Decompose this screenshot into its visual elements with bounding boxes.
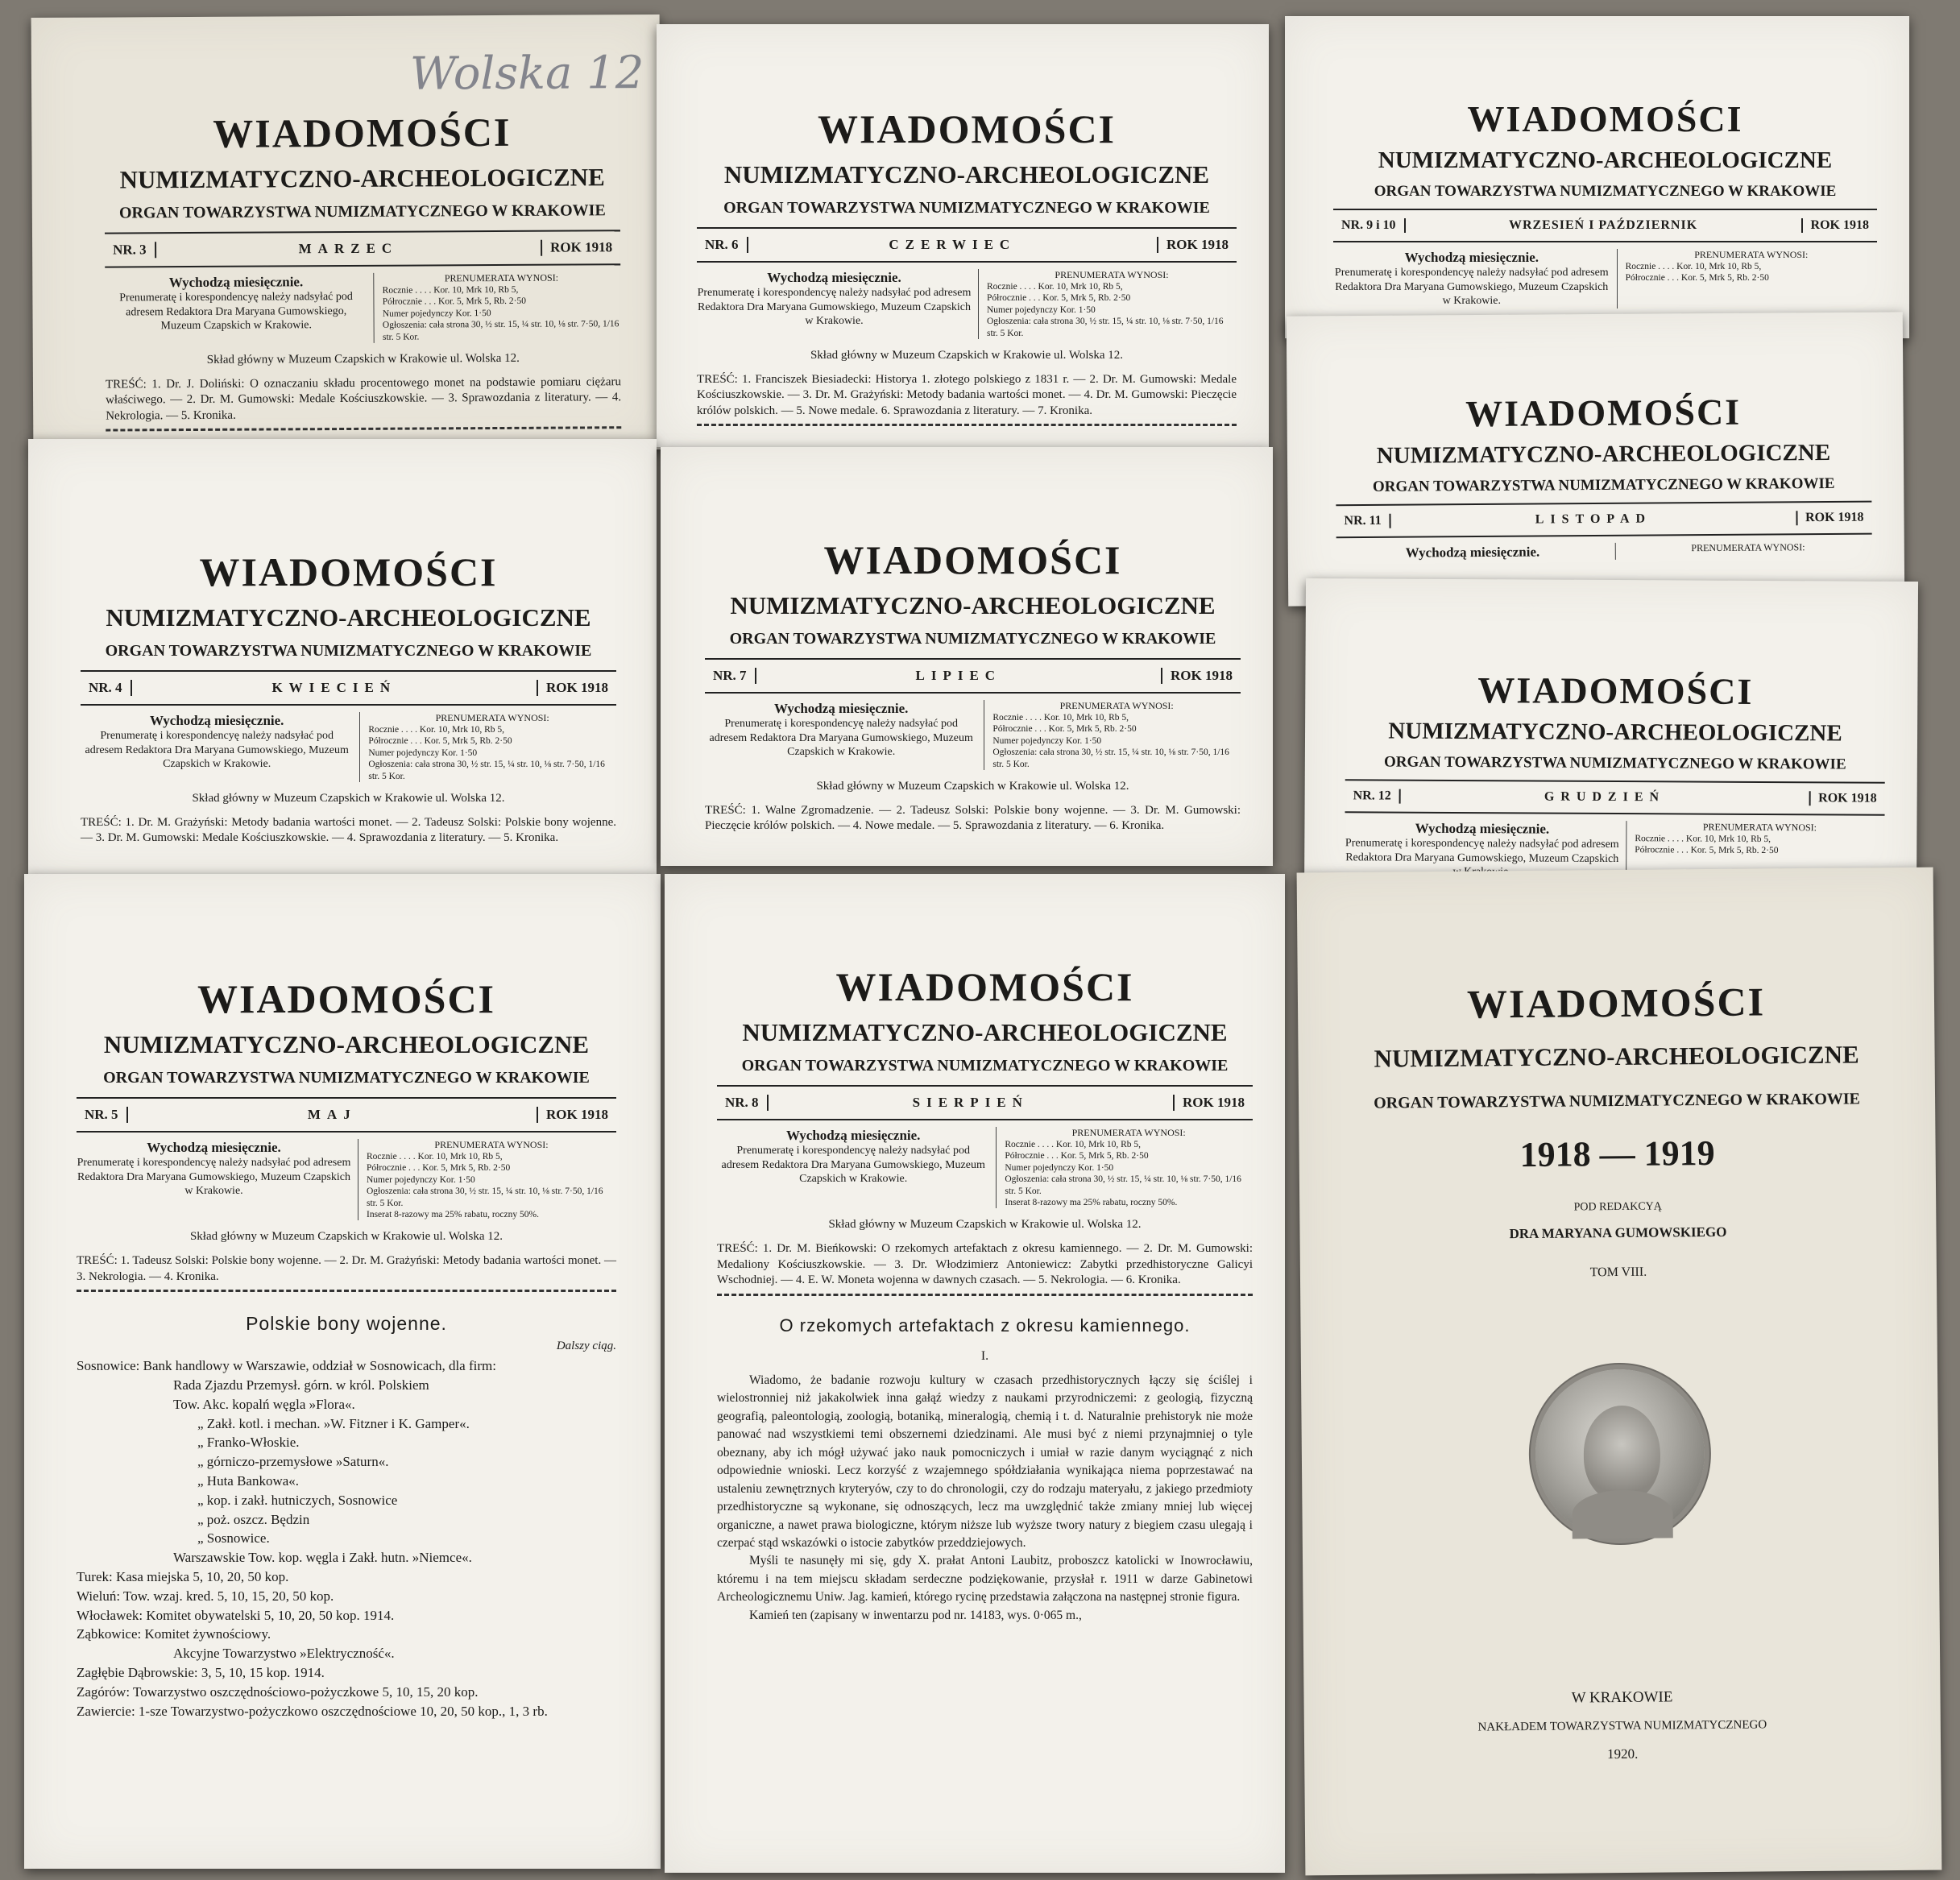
subscription-block bbox=[77, 1139, 616, 1220]
sklad-line: Skład główny w Muzeum Czapskich w Krakowie ul. Wolska 12. bbox=[816, 779, 1129, 793]
editor-name: DRA MARYANA GUMOWSKIEGO bbox=[1509, 1224, 1727, 1242]
issue-number: NR. 5 bbox=[77, 1107, 128, 1123]
issue-nr11-cover bbox=[1287, 312, 1904, 606]
subscription-address: Prenumeratę i korespondencyę należy nadsyłać pod adresem Redaktora Dra Maryana Gumowskiego, Muzeum Czapskich w Krakowie. bbox=[77, 1157, 351, 1198]
contents: TREŚĆ: 1. Walne Zgromadzenie. — 2. Tadeusz Solski: Polskie bony wojenne. — 3. Dr. M. Gumowski: Pieczęcie królów polskich. — 4. Nowe medale. — 5. Sprawozdania z literatury. — 6. Kronika. bbox=[705, 803, 1241, 833]
body-line: „ Huta Bankowa«. bbox=[197, 1473, 300, 1489]
subtitle: NUMIZMATYCZNO-ARCHEOLOGICZNE bbox=[1376, 439, 1831, 469]
issue-number: NR. 9 i 10 bbox=[1333, 218, 1406, 233]
issue-month: CZERWIEC bbox=[748, 237, 1158, 253]
subtitle: NUMIZMATYCZNO-ARCHEOLOGICZNE bbox=[119, 163, 605, 194]
issue-number: NR. 6 bbox=[697, 237, 748, 253]
body-line: „ kop. i zakł. hutniczych, Sosnowice bbox=[197, 1492, 398, 1508]
monthly-note: Wychodzą miesięcznie. bbox=[1415, 820, 1550, 837]
price-yearly: Rocznie . . . . Kor. 10, Mrk 10, Rb 5, bbox=[1005, 1140, 1142, 1149]
portrait-medal bbox=[1535, 1369, 1705, 1539]
price-caption: PRENUMERATA WYNOSI: bbox=[434, 1139, 549, 1150]
issue-year: ROK 1918 bbox=[546, 680, 608, 695]
issue-month: SIERPIEŃ bbox=[769, 1095, 1175, 1111]
sklad-line: Skład główny w Muzeum Czapskich w Krakowie ul. Wolska 12. bbox=[828, 1218, 1142, 1232]
issue-month: MAJ bbox=[128, 1107, 538, 1123]
volume-title-page bbox=[1297, 868, 1942, 1876]
body-line: Włocławek: Komitet obywatelski 5, 10, 20, 50 kop. 1914. bbox=[77, 1607, 395, 1623]
inserat-note: Inserat 8-razowy ma 25% rabatu, roczny 50%. bbox=[367, 1209, 539, 1220]
title: WIADOMOŚCI bbox=[1465, 391, 1742, 435]
organ-line: ORGAN TOWARZYSTWA NUMIZMATYCZNEGO W KRAKOWIE bbox=[105, 642, 592, 660]
issue-number: NR. 3 bbox=[105, 242, 156, 258]
subscription-address: Prenumeratę i korespondencyę należy nadsyłać pod adresem Redaktora Dra Maryana Gumowskiego, Muzeum Czapskich w Krakowie. bbox=[709, 718, 973, 759]
article-paragraph: Wiadomo, że badanie rozwoju kultury w czasach przedhistorycznych łączy się ściślej i wielostronniej niż jakakolwiek inna gałąź wiedzy z naukami przyrodniczemi: z geologią, fizyczną geografią, paleontologią, zoologią, botaniką, mineralogią, chemią i t. d. Naturalnie prehistoryk nie może panować nad wszystkiemi temi obszernemi dziedzinami. Ale musi być z niemi przynajmniej o tyle obeznany, aby ich mógł używać jako nauk pomocniczych i umiał w razie danym wyciągnąć z nich odpowiednie wnioski. Lecz korzyść z wzajemnego spółdziałania wynikająca niema poprzestawać na ustaleniu zewnętrznych kryteryów, czy to do chronologii, czy do rodzaju materyału, z jakiego przedmioty przedhistoryczne są wykonane, się odnoszących, lecz ma uwzględnić także zmiany mniej lub więcej organiczne, a nawet prawa biologiczne, którym niższe lub wyższe twory natury z biegiem czasu ulegają i czerpać stąd wskazówki o istocie zabytków przeddziejowych. bbox=[717, 1373, 1253, 1550]
issue-header bbox=[1336, 501, 1871, 539]
publication-year: 1920. bbox=[1606, 1745, 1639, 1762]
body-line: Zagłębie Dąbrowskie: 3, 5, 10, 15 kop. 1914. bbox=[77, 1665, 325, 1680]
issue-nr8-cover bbox=[665, 874, 1285, 1873]
article-continued: Dalszy ciąg. bbox=[556, 1340, 616, 1353]
price-half: Półrocznie . . . Kor. 5, Mrk 5, Rb. 2·50 bbox=[382, 296, 526, 308]
contents: TREŚĆ: 1. Dr. J. Doliński: O oznaczaniu składu procentowego monet na podstawie pomiaru ciężaru właściwego. — 2. Dr. M. Gumowski: Medale Kościuszkowskie. — 3. Sprawozdania z literatury. — 4. Nekrologia. — 5. Kronika. bbox=[105, 375, 622, 423]
subtitle: NUMIZMATYCZNO-ARCHEOLOGICZNE bbox=[103, 1030, 590, 1058]
organ-line: ORGAN TOWARZYSTWA NUMIZMATYCZNEGO W KRAKOWIE bbox=[1383, 753, 1846, 773]
issue-year: ROK 1918 bbox=[546, 1107, 608, 1122]
subscription-block bbox=[1333, 249, 1877, 309]
ads-price: Ogłoszenia: cała strona 30, ½ str. 15, ¼ str. 10, ⅛ str. 7·50, 1/16 str. 5 Kor. bbox=[1005, 1174, 1241, 1196]
price-half: Półrocznie . . . Kor. 5, Mrk 5, Rb. 2·50 bbox=[367, 1163, 511, 1174]
article-paragraph: Kamień ten (zapisany w inwentarzu pod nr. 14183, wys. 0·065 m., bbox=[749, 1608, 1082, 1622]
body-line: Warszawskie Tow. kop. węgla i Zakł. hutn. »Niemce«. bbox=[173, 1550, 472, 1566]
issue-header bbox=[1333, 209, 1877, 242]
price-yearly: Rocznie . . . . Kor. 10, Mrk 10, Rb 5, bbox=[367, 1152, 503, 1162]
price-half: Półrocznie . . . Kor. 5, Mrk 5, Rb. 2·50 bbox=[368, 736, 512, 747]
issue-year: ROK 1918 bbox=[1171, 668, 1233, 683]
title: WIADOMOŚCI bbox=[199, 549, 498, 594]
body-line: „ Zakł. kotl. i mechan. »W. Fitzner i K. Gamper«. bbox=[197, 1415, 470, 1431]
body-line: Turek: Kasa miejska 5, 10, 20, 50 kop. bbox=[77, 1569, 289, 1585]
sklad-line: Skład główny w Muzeum Czapskich w Krakowie ul. Wolska 12. bbox=[192, 791, 505, 805]
monthly-note: Wychodzą miesięcznie. bbox=[168, 274, 304, 291]
price-caption: PRENUMERATA WYNOSI: bbox=[435, 712, 549, 723]
contents: TREŚĆ: 1. Dr. M. Grażyński: Metody badania wartości monet. — 2. Tadeusz Solski: Polskie bony wojenne. — 3. Dr. M. Gumowski: Medale Kościuszkowskie. — 4. Sprawozdania z literatury. — 5. Kronika. bbox=[81, 815, 616, 845]
title: WIADOMOŚCI bbox=[823, 537, 1122, 582]
article-paragraph: Myśli te nasunęły mi się, gdy X. prałat Antoni Laubitz, proboszcz katolicki w Inowrocławiu, któremu i na tem miejscu składam serdeczne podziękowanie, przysłał r. 1911 w darze Gabinetowi Archeologicznemu Uniw. Jag. kamień, którego rycinę przedstawia załączona na następnej stronie figura. bbox=[717, 1554, 1253, 1605]
body-line: Zagórów: Towarzystwo oszczędnościowo-pożyczkowe 5, 10, 15, 20 kop. bbox=[77, 1683, 479, 1700]
issue-month: LISTOPAD bbox=[1391, 511, 1797, 528]
subtitle: NUMIZMATYCZNO-ARCHEOLOGICZNE bbox=[1374, 1040, 1859, 1073]
body-line: Akcyjne Towarzystwo »Elektryczność«. bbox=[173, 1646, 395, 1662]
portrait-face bbox=[1583, 1406, 1660, 1503]
contents: TREŚĆ: 1. Tadeusz Solski: Polskie bony wojenne. — 2. Dr. M. Grażyński: Metody badania wartości monet. — 3. Nekrologia. — 4. Kronika. bbox=[77, 1254, 616, 1283]
issue-header bbox=[1345, 779, 1885, 816]
ads-price: Ogłoszenia: cała strona 30, ½ str. 15, ¼ str. 10, ⅛ str. 7·50, 1/16 str. 5 Kor. bbox=[987, 317, 1224, 338]
issue-year: ROK 1918 bbox=[1818, 791, 1877, 805]
ads-price: Ogłoszenia: cała strona 30, ½ str. 15, ¼ str. 10, ⅛ str. 7·50, 1/16 str. 5 Kor. bbox=[367, 1186, 603, 1208]
price-single: Numer pojedynczy Kor. 1·50 bbox=[992, 735, 1102, 746]
price-half: Półrocznie . . . Kor. 5, Mrk 5, Rb. 2·50 bbox=[992, 724, 1137, 735]
issue-year: ROK 1918 bbox=[1166, 237, 1229, 252]
issue-number: NR. 12 bbox=[1345, 789, 1401, 803]
article-title: O rzekomych artefaktach z okresu kamiennego. bbox=[779, 1315, 1191, 1335]
divider bbox=[717, 1294, 1253, 1296]
issue-nr3-cover bbox=[31, 14, 662, 453]
subtitle: NUMIZMATYCZNO-ARCHEOLOGICZNE bbox=[742, 1018, 1228, 1046]
price-yearly: Rocznie . . . . Kor. 10, Mrk 10, Rb 5, bbox=[382, 284, 519, 296]
price-caption: PRENUMERATA WYNOSI: bbox=[1694, 249, 1809, 260]
price-caption: PRENUMERATA WYNOSI: bbox=[1071, 1127, 1186, 1138]
subscription-block bbox=[717, 1127, 1253, 1208]
title: WIADOMOŚCI bbox=[1466, 979, 1766, 1027]
issue-header bbox=[717, 1085, 1253, 1120]
monthly-note: Wychodzą miesięcznie. bbox=[1404, 250, 1539, 265]
subscription-block bbox=[81, 712, 616, 782]
price-single: Numer pojedynczy Kor. 1·50 bbox=[987, 304, 1096, 315]
subscription-address: Prenumeratę i korespondencyę należy nadsyłać pod adresem Redaktora Dra Maryana Gumowskiego, Muzeum Czapskich w Krakowie. bbox=[119, 291, 353, 333]
price-single: Numer pojedynczy Kor. 1·50 bbox=[1005, 1162, 1114, 1173]
publication-place: W KRAKOWIE bbox=[1571, 1688, 1673, 1707]
body-line: Ząbkowice: Komitet żywnościowy. bbox=[77, 1626, 271, 1642]
price-single: Numer pojedynczy Kor. 1·50 bbox=[367, 1174, 475, 1185]
body-line: Tow. Akc. kopalń węgla »Flora«. bbox=[173, 1396, 355, 1412]
title: WIADOMOŚCI bbox=[213, 109, 512, 156]
volume-years: 1918 — 1919 bbox=[1519, 1133, 1715, 1175]
section-number: I. bbox=[980, 1348, 989, 1363]
title: WIADOMOŚCI bbox=[197, 976, 496, 1021]
subscription-address: Prenumeratę i korespondencyę należy nadsyłać pod adresem Redaktora Dra Maryana Gumowskiego, Muzeum Czapskich w Krakowie. bbox=[1334, 267, 1609, 308]
monthly-note: Wychodzą miesięcznie. bbox=[149, 713, 284, 728]
issue-nr7-cover bbox=[661, 447, 1273, 866]
price-half: Półrocznie . . . Kor. 5, Mrk 5, Rb. 2·50 bbox=[1635, 845, 1779, 856]
issue-month: GRUDZIEŃ bbox=[1401, 789, 1811, 806]
issue-header bbox=[705, 658, 1241, 694]
ads-price: Ogłoszenia: cała strona 30, ½ str. 15, ¼ str. 10, ⅛ str. 7·50, 1/16 str. 5 Kor. bbox=[382, 319, 619, 342]
issue-header bbox=[105, 230, 620, 267]
price-yearly: Rocznie . . . . Kor. 10, Mrk 10, Rb 5, bbox=[987, 282, 1123, 292]
issue-number: NR. 7 bbox=[705, 668, 756, 684]
sklad-line: Skład główny w Muzeum Czapskich w Krakowie ul. Wolska 12. bbox=[810, 348, 1124, 362]
organ-line: ORGAN TOWARZYSTWA NUMIZMATYCZNEGO W KRAKOWIE bbox=[723, 199, 1210, 217]
issue-nr4-cover bbox=[28, 439, 657, 874]
subscription-address: Prenumeratę i korespondencyę należy nadsyłać pod adresem Redaktora Dra Maryana Gumowskiego, Muzeum Czapskich w Krakowie. bbox=[85, 730, 349, 771]
issue-header bbox=[81, 670, 616, 706]
issue-year: ROK 1918 bbox=[1805, 510, 1864, 525]
price-single: Numer pojedynczy Kor. 1·50 bbox=[382, 308, 491, 319]
issue-nr6-cover bbox=[657, 24, 1269, 447]
price-caption: PRENUMERATA WYNOSI: bbox=[1702, 821, 1817, 834]
subscription-address: Prenumeratę i korespondencyę należy nadsyłać pod adresem Redaktora Dra Maryana Gumowskiego, Muzeum Czapskich w Krakowie. bbox=[697, 287, 972, 328]
title: WIADOMOŚCI bbox=[835, 964, 1134, 1009]
article-body bbox=[77, 1356, 616, 1721]
price-single: Numer pojedynczy Kor. 1·50 bbox=[368, 747, 478, 758]
volume-number: TOM VIII. bbox=[1589, 1265, 1647, 1280]
price-half: Półrocznie . . . Kor. 5, Mrk 5, Rb. 2·50 bbox=[1005, 1151, 1149, 1162]
issue-year: ROK 1918 bbox=[1810, 218, 1869, 232]
inserat-note: Inserat 8-razowy ma 25% rabatu, roczny 50%. bbox=[1005, 1197, 1178, 1207]
price-caption: PRENUMERATA WYNOSI: bbox=[1059, 700, 1174, 711]
title: WIADOMOŚCI bbox=[817, 106, 1117, 151]
subscription-address: Prenumeratę i korespondencyę należy nadsyłać pod adresem Redaktora Dra Maryana Gumowskiego, Muzeum Czapskich w Krakowie. bbox=[721, 1145, 985, 1186]
issue-month: WRZESIEŃ I PAŹDZIERNIK bbox=[1406, 218, 1803, 233]
subtitle: NUMIZMATYCZNO-ARCHEOLOGICZNE bbox=[1388, 718, 1842, 747]
body-line: Rada Zjazdu Przemysł. górn. w król. Polskiem bbox=[173, 1377, 429, 1393]
subscription-address: Prenumeratę i korespondencyę należy nadsyłać pod adresem Redaktora Dra Maryana Gumowskiego, Muzeum Czapskich bbox=[1345, 837, 1619, 865]
price-yearly: Rocznie . . . . Kor. 10, Mrk 10, Rb 5, bbox=[992, 713, 1129, 723]
price-caption: PRENUMERATA WYNOSI: bbox=[444, 271, 559, 284]
editor-caption: POD REDAKCYĄ bbox=[1573, 1200, 1662, 1214]
body-line: „ górniczo-przemysłowe »Saturn«. bbox=[197, 1454, 389, 1470]
ads-price: Ogłoszenia: cała strona 30, ½ str. 15, ¼ str. 10, ⅛ str. 7·50, 1/16 str. 5 Kor. bbox=[368, 760, 605, 781]
body-line: „ Sosnowice. bbox=[197, 1530, 270, 1547]
monthly-note: Wychodzą miesięcznie. bbox=[1405, 544, 1540, 561]
body-line: Zawiercie: 1-sze Towarzystwo-pożyczkowo oszczędnościowe 10, 20, 50 kop., 1, 3 rb. bbox=[77, 1703, 548, 1719]
divider bbox=[106, 427, 621, 432]
title: WIADOMOŚCI bbox=[1477, 669, 1754, 712]
price-half: Półrocznie . . . Kor. 5, Mrk 5, Rb. 2·50 bbox=[1625, 273, 1769, 284]
subtitle: NUMIZMATYCZNO-ARCHEOLOGICZNE bbox=[1378, 147, 1833, 173]
price-half: Półrocznie . . . Kor. 5, Mrk 5, Rb. 2·50 bbox=[987, 293, 1131, 304]
issue-header bbox=[77, 1097, 616, 1133]
subtitle: NUMIZMATYCZNO-ARCHEOLOGICZNE bbox=[730, 591, 1216, 619]
sklad-line: Skład główny w Muzeum Czapskich w Krakowie ul. Wolska 12. bbox=[206, 351, 520, 366]
issue-nr910-cover bbox=[1285, 16, 1909, 338]
portrait-shoulders bbox=[1572, 1489, 1673, 1538]
handwritten-note: Wolska 12 bbox=[409, 47, 644, 101]
issue-nr12-cover bbox=[1304, 578, 1918, 904]
subscription-block bbox=[697, 269, 1237, 339]
monthly-note: Wychodzą miesięcznie. bbox=[767, 270, 901, 285]
subscription-block bbox=[1336, 541, 1872, 562]
organ-line: ORGAN TOWARZYSTWA NUMIZMATYCZNEGO W KRAKOWIE bbox=[1372, 474, 1835, 495]
price-yearly: Rocznie . . . . Kor. 10, Mrk 10, Rb 5, bbox=[1625, 262, 1762, 271]
price-caption: PRENUMERATA WYNOSI: bbox=[1691, 541, 1805, 554]
issue-year: ROK 1918 bbox=[550, 239, 613, 255]
issue-nr5-cover bbox=[24, 874, 661, 1869]
subscription-block bbox=[105, 271, 620, 344]
organ-line: ORGAN TOWARZYSTWA NUMIZMATYCZNEGO W KRAKOWIE bbox=[741, 1057, 1229, 1075]
issue-number: NR. 4 bbox=[81, 680, 132, 696]
organ-line: ORGAN TOWARZYSTWA NUMIZMATYCZNEGO W KRAKOWIE bbox=[118, 201, 606, 222]
publisher: NAKŁADEM TOWARZYSTWA NUMIZMATYCZNEGO bbox=[1477, 1718, 1767, 1734]
issue-month: MARZEC bbox=[156, 240, 543, 259]
price-yearly: Rocznie . . . . Kor. 10, Mrk 10, Rb 5, bbox=[368, 725, 505, 735]
issue-month: LIPIEC bbox=[756, 668, 1162, 684]
sklad-line: Skład główny w Muzeum Czapskich w Krakowie ul. Wolska 12. bbox=[189, 1230, 503, 1244]
organ-line: ORGAN TOWARZYSTWA NUMIZMATYCZNEGO W KRAKOWIE bbox=[1374, 1090, 1861, 1112]
issue-month: KWIECIEŃ bbox=[132, 680, 538, 696]
organ-line: ORGAN TOWARZYSTWA NUMIZMATYCZNEGO W KRAKOWIE bbox=[103, 1069, 590, 1087]
organ-line: ORGAN TOWARZYSTWA NUMIZMATYCZNEGO W KRAKOWIE bbox=[1374, 183, 1837, 200]
title: WIADOMOŚCI bbox=[1467, 98, 1743, 139]
contents: TREŚĆ: 1. Dr. M. Bieńkowski: O rzekomych artefaktach z okresu kamiennego. — 2. Dr. M. Gumowski: Medaliony Kościuszkowskie. — 3. Dr. Włodzimierz Antoniewicz: Zabytki przedhistoryczne Galicyi Wschodniej. — 4. E. W. Moneta wojenna w dawnych czasach. — 5. Nekrologia. — 6. Kronika. bbox=[717, 1242, 1253, 1287]
issue-number: NR. 11 bbox=[1336, 514, 1390, 528]
contents: TREŚĆ: 1. Franciszek Biesiadecki: Historya 1. złotego polskiego z 1831 r. — 2. Dr. M. Gumowski: Medale Kościuszkowskie. — 3. Dr. M. Grażyński: Metody badania wartości monet. — 4. Dr. M. Gumowski: Pieczęcie królów polskich. — 5. Nowe medale. 6. Sprawozdania z literatury. — 7. Kronika. bbox=[697, 372, 1237, 417]
issue-header bbox=[697, 227, 1237, 263]
body-line: Sosnowice: Bank handlowy w Warszawie, oddział w Sosnowicach, dla firm: bbox=[77, 1358, 496, 1374]
monthly-note: Wychodzą miesięcznie. bbox=[785, 1128, 921, 1143]
subtitle: NUMIZMATYCZNO-ARCHEOLOGICZNE bbox=[106, 603, 591, 631]
monthly-note: Wychodzą miesięcznie. bbox=[773, 701, 909, 716]
price-caption: PRENUMERATA WYNOSI: bbox=[1055, 269, 1169, 280]
divider bbox=[77, 1290, 616, 1292]
subscription-block bbox=[705, 700, 1241, 770]
body-line: „ Franko-Włoskie. bbox=[197, 1435, 300, 1451]
subtitle: NUMIZMATYCZNO-ARCHEOLOGICZNE bbox=[723, 160, 1210, 188]
monthly-note: Wychodzą miesięcznie. bbox=[147, 1140, 281, 1155]
issue-number: NR. 8 bbox=[717, 1095, 769, 1111]
issue-year: ROK 1918 bbox=[1183, 1095, 1245, 1110]
organ-line: ORGAN TOWARZYSTWA NUMIZMATYCZNEGO W KRAKOWIE bbox=[729, 630, 1216, 648]
body-line: „ poż. oszcz. Będzin bbox=[197, 1511, 310, 1527]
article-title: Polskie bony wojenne. bbox=[246, 1313, 447, 1335]
price-yearly: Rocznie . . . . Kor. 10, Mrk 10, Rb 5, bbox=[1635, 834, 1771, 845]
body-line: Wieluń: Tow. wzaj. kred. 5, 10, 15, 20, 50 kop. bbox=[77, 1588, 334, 1604]
ads-price: Ogłoszenia: cała strona 30, ½ str. 15, ¼ str. 10, ⅛ str. 7·50, 1/16 str. 5 Kor. bbox=[992, 747, 1229, 769]
divider bbox=[697, 424, 1237, 426]
